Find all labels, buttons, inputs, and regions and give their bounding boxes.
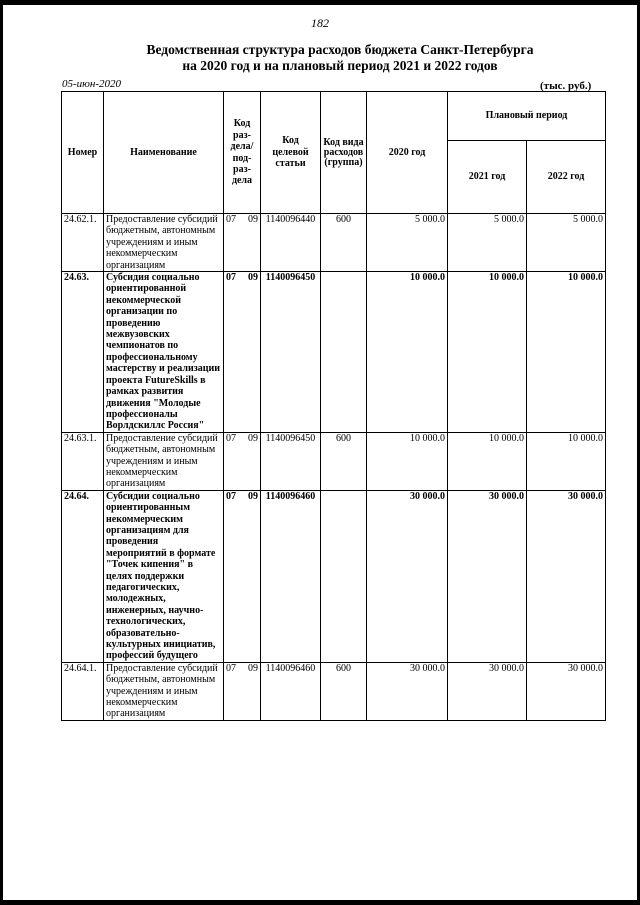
- header-section-code: Код раз-дела/ под-раз-дела: [224, 92, 261, 214]
- row-2022-amount: 30 000.0: [527, 662, 606, 720]
- row-section-code: 07 09: [224, 490, 261, 662]
- row-target-code: 1140096460: [261, 490, 321, 662]
- row-number: 24.64.1.: [62, 662, 104, 720]
- row-target-code: 1140096450: [261, 272, 321, 433]
- row-2022-amount: 10 000.0: [527, 272, 606, 433]
- row-2020-amount: 5 000.0: [367, 214, 448, 272]
- header-number: Номер: [62, 92, 104, 214]
- header-2021: 2021 год: [448, 140, 527, 213]
- row-2021-amount: 30 000.0: [448, 490, 527, 662]
- row-section-code: 07 09: [224, 272, 261, 433]
- row-section-code: 07 09: [224, 214, 261, 272]
- header-expense-type: Код вида расходов (группа): [321, 92, 367, 214]
- table-row: [62, 662, 606, 720]
- frame-top-border: [0, 0, 640, 5]
- row-number: 24.63.: [62, 272, 104, 433]
- table-row: [62, 214, 606, 272]
- row-number: 24.63.1.: [62, 432, 104, 490]
- row-2020-amount: 30 000.0: [367, 662, 448, 720]
- row-name: Предоставление субсидий бюджетным, автономным учреждениям и иным некоммерческим организациям: [104, 662, 224, 720]
- row-name: Предоставление субсидий бюджетным, автономным учреждениям и иным некоммерческим организациям: [104, 214, 224, 272]
- row-2021-amount: 5 000.0: [448, 214, 527, 272]
- row-2021-amount: 10 000.0: [448, 432, 527, 490]
- header-2020: 2020 год: [367, 92, 448, 214]
- row-target-code: 1140096450: [261, 432, 321, 490]
- header-name: Наименование: [104, 92, 224, 214]
- units-label: (тыс. руб.): [540, 80, 592, 92]
- row-section-code: 07 09: [224, 432, 261, 490]
- header-2022: 2022 год: [527, 140, 606, 213]
- title-line-1: Ведомственная структура расходов бюджета Санкт-Петербурга: [146, 42, 534, 57]
- row-target-code: 1140096440: [261, 214, 321, 272]
- row-2020-amount: 10 000.0: [367, 432, 448, 490]
- row-expense-type: [321, 272, 367, 433]
- row-2021-amount: 10 000.0: [448, 272, 527, 433]
- title-line-2: на 2020 год и на плановый период 2021 и 2022 годов: [182, 58, 498, 73]
- budget-table: [61, 91, 606, 721]
- row-name: Субсидия социально ориентированной некоммерческой организации по проведению межвузовских чемпионатов по профессиональному мастерству и реализации проекта FutureSkills в рамках развития движения "Молодые профессионалы Ворлдскиллс Россия": [104, 272, 224, 433]
- table-row: [62, 272, 606, 433]
- row-expense-type: 600: [321, 662, 367, 720]
- row-number: 24.64.: [62, 490, 104, 662]
- table-row: [62, 490, 606, 662]
- row-expense-type: 600: [321, 432, 367, 490]
- row-expense-type: [321, 490, 367, 662]
- row-2021-amount: 30 000.0: [448, 662, 527, 720]
- frame-left-border: [0, 0, 3, 905]
- frame-bottom-border: [0, 900, 640, 905]
- row-number: 24.62.1.: [62, 214, 104, 272]
- header-target-code: Код целевой статьи: [261, 92, 321, 214]
- table-row: [62, 432, 606, 490]
- row-name: Предоставление субсидий бюджетным, автономным учреждениям и иным некоммерческим организациям: [104, 432, 224, 490]
- row-2022-amount: 30 000.0: [527, 490, 606, 662]
- row-2020-amount: 10 000.0: [367, 272, 448, 433]
- document-date: 05-июн-2020: [62, 78, 122, 90]
- header-planned-period: Плановый период: [448, 92, 606, 141]
- row-2022-amount: 5 000.0: [527, 214, 606, 272]
- row-name: Субсидии социально ориентированным некоммерческим организациям для проведения мероприятий в формате "Точек кипения" в целях поддержки педагогических, молодежных, инженерных, научно-технологических, образовательно-культурных инициатив, профессий будущего: [104, 490, 224, 662]
- page-number: 182: [311, 16, 329, 30]
- row-section-code: 07 09: [224, 662, 261, 720]
- row-target-code: 1140096460: [261, 662, 321, 720]
- row-2020-amount: 30 000.0: [367, 490, 448, 662]
- row-expense-type: 600: [321, 214, 367, 272]
- row-2022-amount: 10 000.0: [527, 432, 606, 490]
- document-title: [60, 42, 620, 74]
